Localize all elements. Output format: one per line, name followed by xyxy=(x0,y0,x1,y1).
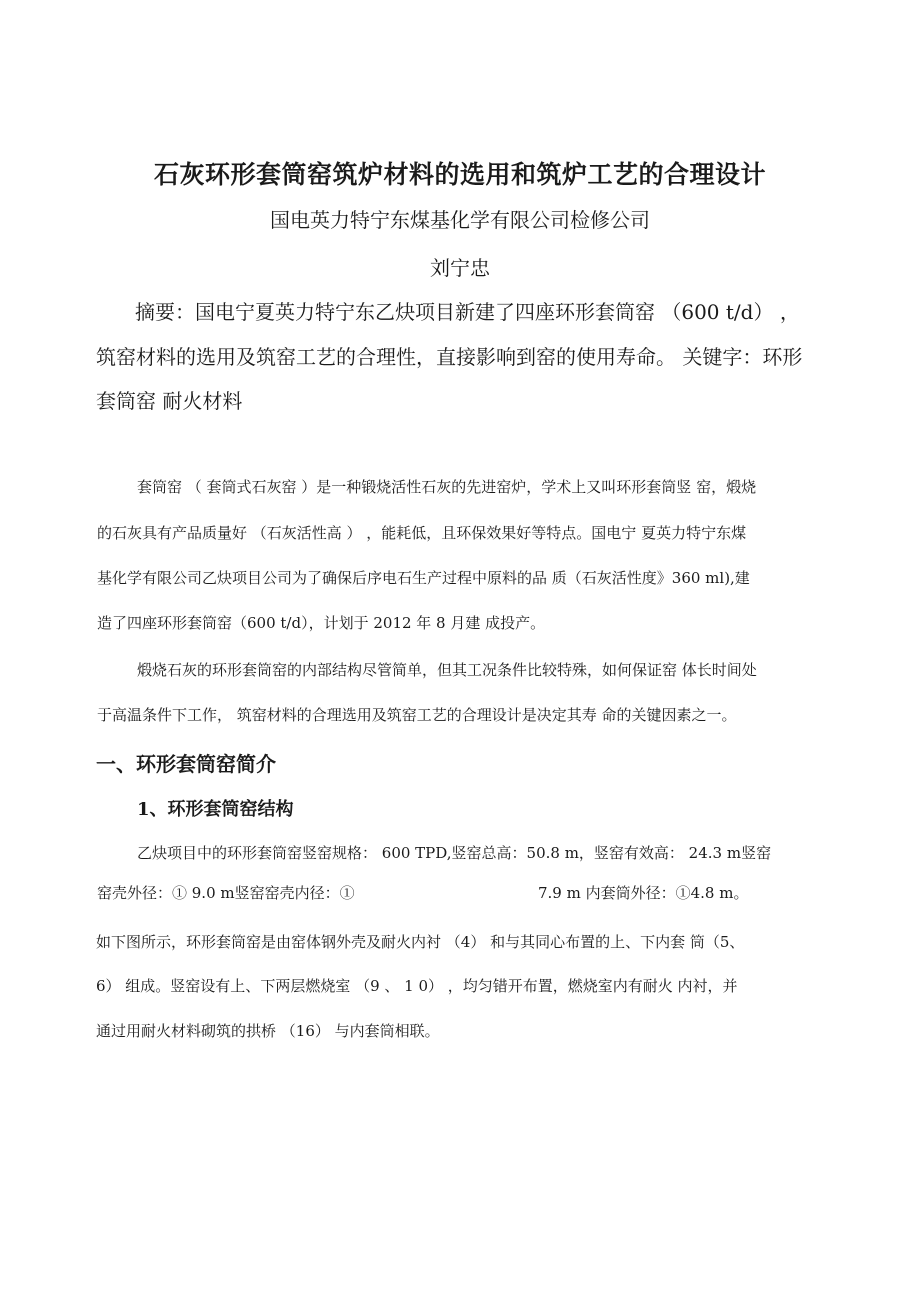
author: 刘宁忠 xyxy=(430,256,490,280)
paragraph-line: 乙炔项目中的环形套筒窑竖窑规格： 600 TPD,竖窑总高：50.8 m，竖窑有效高： 24.3 m竖窑 xyxy=(137,844,772,862)
paragraph-line: 的石灰具有产品质量好 （石灰活性高 ） ，能耗低，且环保效果好等特点。国电宁 夏英力特宁东煤 xyxy=(97,524,747,542)
paragraph-line: 7.9 m 内套筒外径：①4.8 m。 xyxy=(538,884,749,902)
abstract-line: 摘要：国电宁夏英力特宁东乙炔项目新建了四座环形套筒窑 （600 t/d） ， xyxy=(135,300,800,324)
paragraph-line: 窑壳外径：① 9.0 m竖窑窑壳内径：① xyxy=(97,884,355,902)
paragraph-line: 套筒窑 （ 套筒式石灰窑 ）是一种锻烧活性石灰的先进窑炉，学术上又叫环形套筒竖 窑，煅烧 xyxy=(137,478,757,496)
paragraph-line: 煅烧石灰的环形套筒窑的内部结构尽管简单，但其工况条件比较特殊，如何保证窑 体长时间处 xyxy=(137,661,757,679)
subsection-heading: 1、环形套筒窑结构 xyxy=(137,799,294,820)
paragraph-line: 6） 组成。竖窑设有上、下两层燃烧室 （9 、 1 0） ，均匀错开布置，燃烧室内有耐火 内衬，并 xyxy=(96,977,738,995)
paragraph-line: 如下图所示，环形套筒窑是由窑体钢外壳及耐火内衬 （4） 和与其同心布置的上、下内套 筒（5、 xyxy=(96,933,745,951)
paragraph-line: 通过用耐火材料砌筑的拱桥 （16） 与内套筒相联。 xyxy=(96,1022,440,1040)
paragraph-line: 造了四座环形套筒窑（600 t/d），计划于 2012 年 8 月建 成投产。 xyxy=(97,614,546,632)
organization: 国电英力特宁东煤基化学有限公司检修公司 xyxy=(270,208,650,232)
paragraph-line: 基化学有限公司乙炔项目公司为了确保后序电石生产过程中原料的品 质（石灰活性度》360 ml),建 xyxy=(97,569,750,587)
section-heading: 一、环形套筒窑简介 xyxy=(96,752,276,776)
abstract-line: 筑窑材料的选用及筑窑工艺的合理性，直接影响到窑的使用寿命。 关键字：环形 xyxy=(96,345,803,369)
document-title: 石灰环形套筒窑筑炉材料的选用和筑炉工艺的合理设计 xyxy=(153,160,766,189)
paragraph-line: 于高温条件下工作， 筑窑材料的合理选用及筑窑工艺的合理设计是决定其寿 命的关键因素之一。 xyxy=(97,706,737,724)
abstract-line: 套筒窑 耐火材料 xyxy=(96,389,243,413)
